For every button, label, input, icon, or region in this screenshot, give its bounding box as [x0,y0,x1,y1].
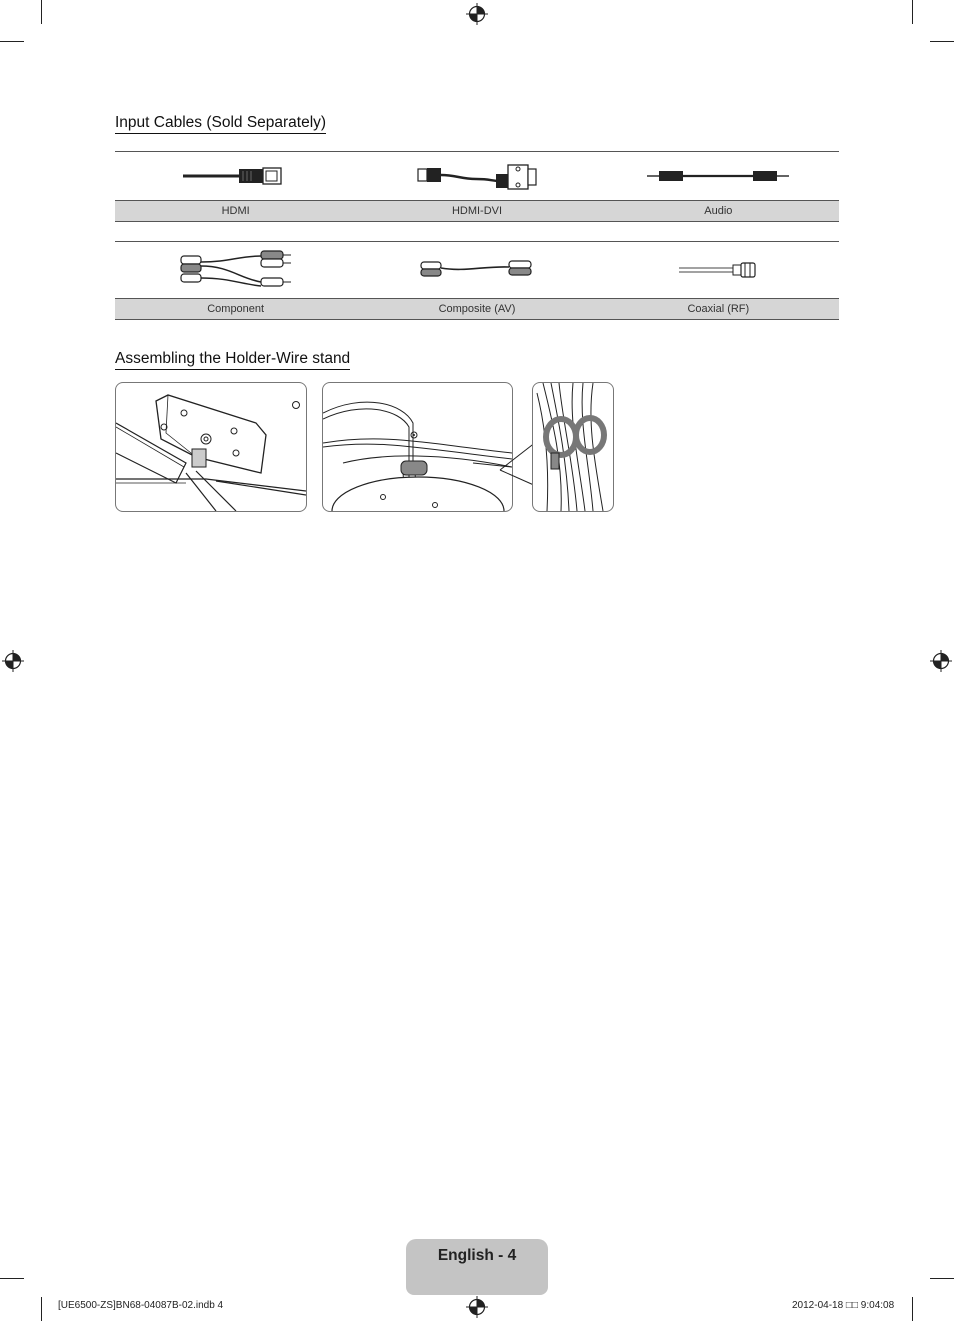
cable-table-row-2 [115,241,839,320]
holder-wire-figure-1 [115,382,307,512]
crop-mark [930,41,954,42]
registration-crosshair-icon [2,650,24,672]
cable-label-composite: Composite (AV) [438,303,516,315]
registration-crosshair-icon [466,3,488,25]
page-number-tab: English - 4 [406,1239,548,1295]
crop-mark [41,0,42,24]
holder-wire-title: Assembling the Holder-Wire stand [115,350,350,370]
cable-label-coaxial: Coaxial (RF) [687,303,750,315]
cable-label-audio: Audio [704,205,733,217]
holder-wire-figure-3-detail [532,382,614,512]
holder-wire-figure-2 [322,382,513,512]
crop-mark [912,0,913,24]
input-cables-title: Input Cables (Sold Separately) [115,114,326,134]
cable-label-component: Component [207,303,265,315]
crop-mark [930,1278,954,1279]
footer-file-name: [UE6500-ZS]BN68-04087B-02.indb 4 [58,1300,224,1311]
crop-mark [0,1278,24,1279]
audio-cable-image [598,152,839,200]
cable-label-hdmi-dvi: HDMI-DVI [451,205,503,217]
cable-table-row-1 [115,151,839,222]
component-cable-image [115,242,356,298]
crop-mark [41,1297,42,1321]
composite-av-cable-image [356,242,597,298]
hdmi-cable-image [115,152,356,200]
crop-mark [912,1297,913,1321]
hdmi-dvi-cable-image [356,152,597,200]
registration-crosshair-icon [930,650,952,672]
footer-timestamp: 2012-04-18 □□ 9:04:08 [792,1300,895,1311]
cable-label-hdmi: HDMI [221,205,250,217]
crop-mark [0,41,24,42]
registration-crosshair-icon [466,1296,488,1318]
coaxial-rf-cable-image [598,242,839,298]
